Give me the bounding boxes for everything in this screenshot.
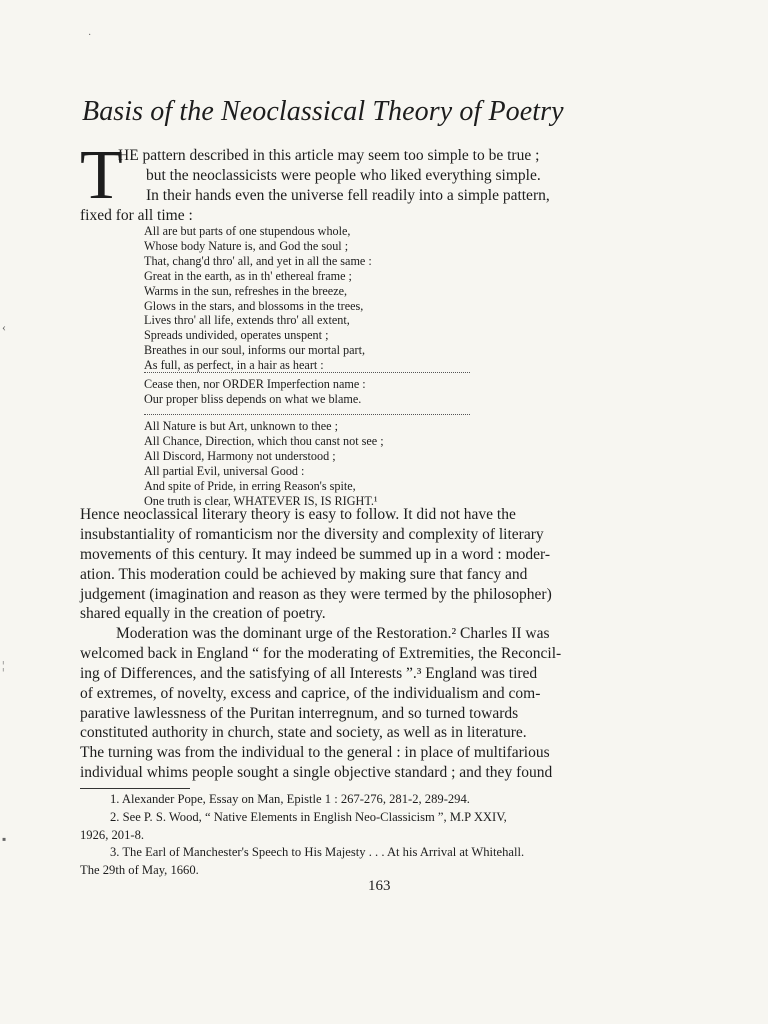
text-line: insubstantiality of romanticism nor the diversity and complexity of literary [80,525,544,543]
text-line: shared equally in the creation of poetry. [80,605,326,623]
page-number: 163 [368,878,391,894]
verse-line: That, chang'd thro' all, and yet in all the same : [144,253,372,268]
footnote-1: 1. Alexander Pope, Essay on Man, Epistle 1 : 267-276, 281-2, 289-294. [110,792,470,806]
scan-speck: · [88,30,92,41]
verse-ellipsis-divider [144,372,470,373]
text-line: judgement (imagination and reason as they were termed by the philosopher) [80,585,552,603]
verse-line: Warms in the sun, refreshes in the breeze, [144,283,348,298]
scan-edge-mark: ¦ [2,658,5,672]
footnote-2: 2. See P. S. Wood, “ Native Elements in English Neo-Classicism ”, M.P XXIV, [110,809,507,824]
verse-line: All Nature is but Art, unknown to thee ; [144,419,338,433]
text-line: constituted authority in church, state and society, as well as in literature. [80,724,527,742]
verse-line: Great in the earth, as in th' ethereal frame ; [144,268,352,283]
intro-line: but the neoclassicists were people who liked everything simple. [146,167,541,184]
text-line: parative lawlessness of the Puritan interregnum, and so turned towards [80,704,519,722]
footnote-3: 3. The Earl of Manchester's Speech to His Majesty . . . At his Arrival at Whitehall. [110,845,525,860]
verse-line: All Chance, Direction, which thou canst not see ; [144,433,384,448]
verse-ellipsis-divider [144,414,470,415]
verse-line: Spreads undivided, operates unspent ; [144,328,329,343]
scan-edge-mark: ‹ [2,320,6,334]
text-line: Moderation was the dominant urge of the Restoration.² Charles II was [116,625,550,642]
body-paragraph-2 [80,624,688,783]
footnote-separator [80,788,190,789]
verse-line: All Discord, Harmony not understood ; [144,448,336,463]
verse-line: One truth is clear, WHATEVER IS, IS RIGHT.¹ [144,493,378,508]
verse-line: As full, as perfect, in a hair as heart : [144,358,324,373]
verse-line: Lives thro' all life, extends thro' all extent, [144,313,350,328]
verse-line: Breathes in our soul, informs our mortal part, [144,343,366,358]
text-line: welcomed back in England “ for the moderating of Extremities, the Reconcil- [80,644,562,662]
verse-block-1 [144,224,504,373]
text-line: movements of this century. It may indeed be summed up in a word : moder- [80,545,551,563]
text-line: ation. This moderation could be achieved by making sure that fancy and [80,565,528,583]
article-title: Basis of the Neoclassical Theory of Poetry [82,96,564,127]
verse-line: Our proper bliss depends on what we blame. [144,391,362,406]
text-line: The turning was from the individual to the general : in place of multifarious [80,744,550,762]
verse-line: Glows in the stars, and blossoms in the trees, [144,298,364,313]
verse-line: Whose body Nature is, and God the soul ; [144,238,349,253]
verse-block-3 [144,419,504,508]
drop-cap: T [80,137,123,214]
text-line: Hence neoclassical literary theory is easy to follow. It did not have the [80,506,516,523]
footnote-2-continued: 1926, 201-8. [80,827,145,842]
footnote-3-continued: The 29th of May, 1660. [80,863,199,878]
verse-line: All partial Evil, universal Good : [144,463,305,478]
verse-line: Cease then, nor ORDER Imperfection name : [144,377,366,391]
text-line: ing of Differences, and the satisfying of all Interests ”.³ England was tired [80,664,538,682]
intro-line: In their hands even the universe fell readily into a simple pattern, [146,187,550,204]
intro-line: fixed for all time : [80,207,193,224]
footnotes [80,791,688,880]
verse-line: And spite of Pride, in erring Reason's spite, [144,478,356,493]
verse-block-2 [144,377,504,407]
text-line: individual whims people sought a single objective standard ; and they found [80,764,553,782]
scan-edge-mark: ▪ [2,832,7,846]
body-paragraph-1 [80,505,688,624]
text-line: of extremes, of novelty, excess and caprice, of the individualism and com- [80,684,541,702]
intro-line: HE pattern described in this article may seem too simple to be true ; [118,147,540,164]
verse-line: All are but parts of one stupendous whole, [144,224,351,238]
